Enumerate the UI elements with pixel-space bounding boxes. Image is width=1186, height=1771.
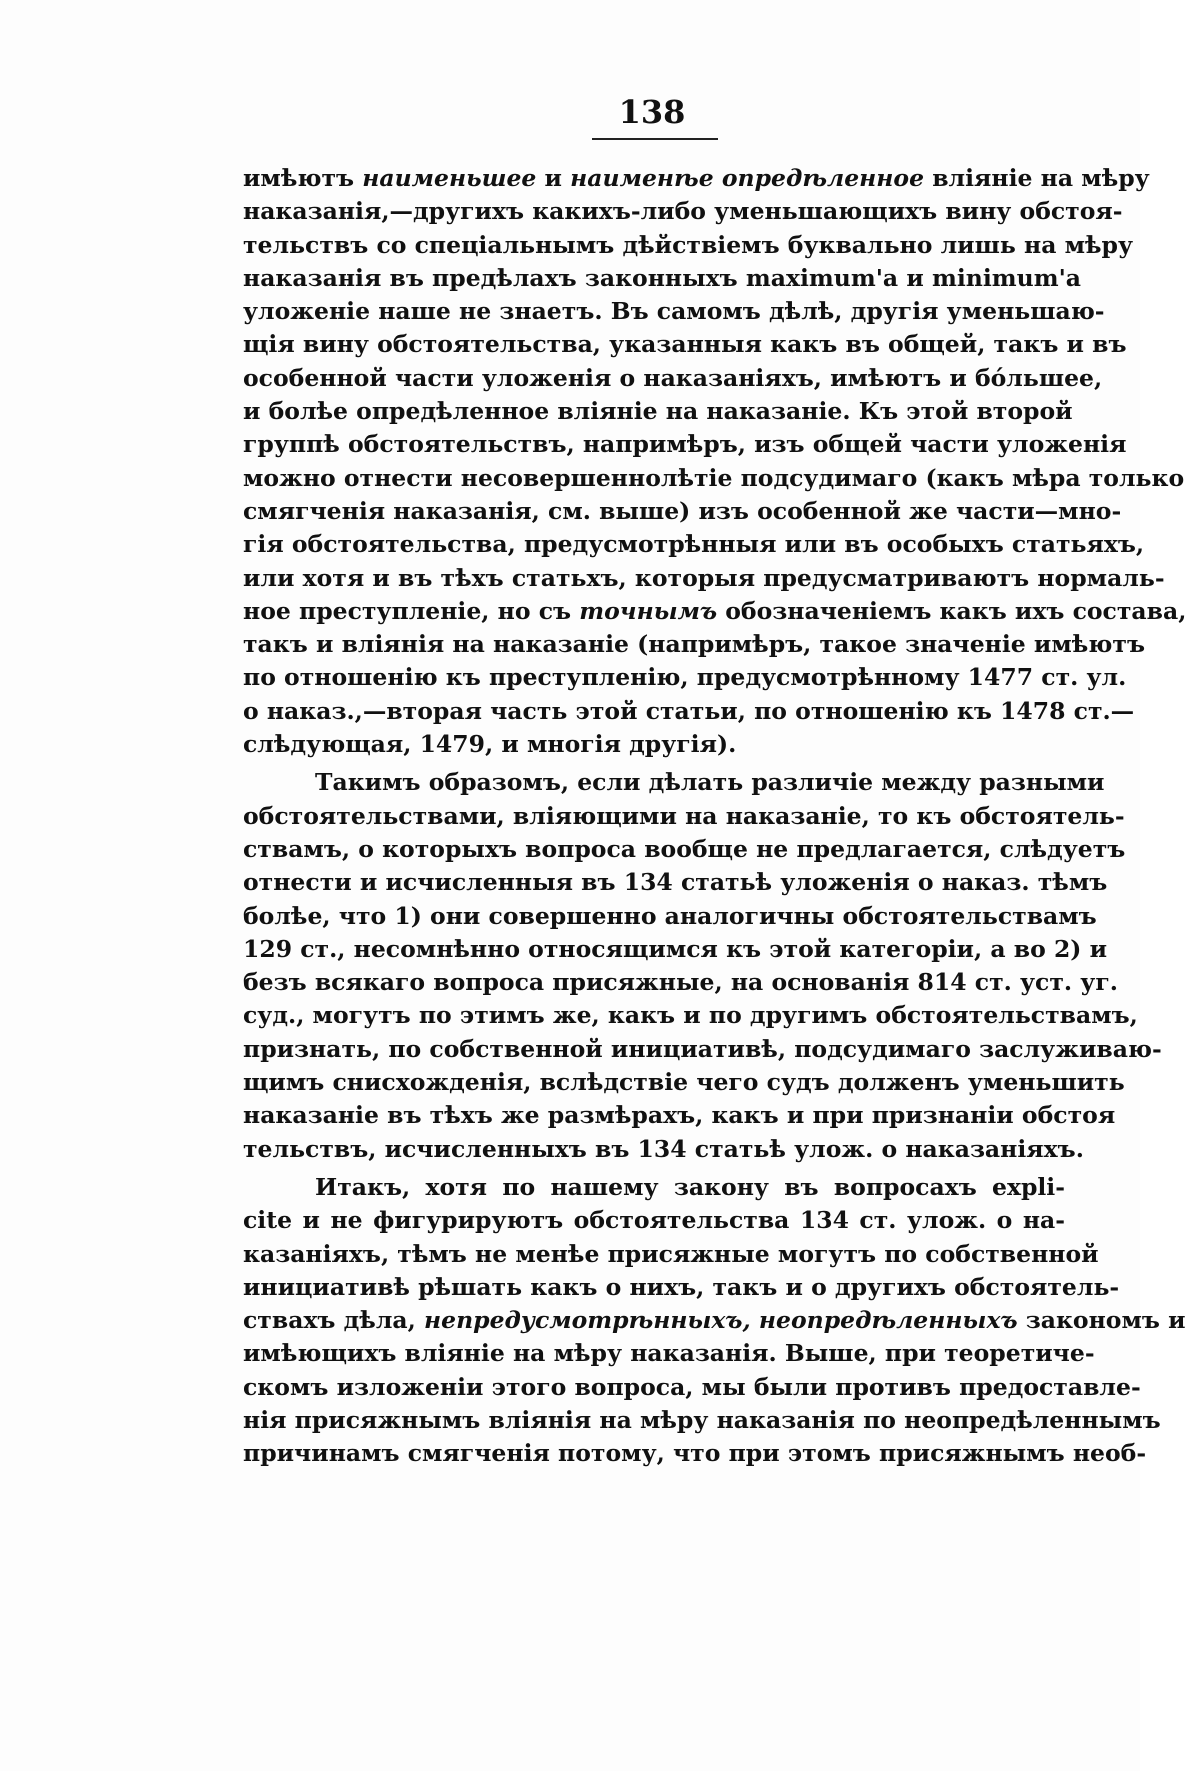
text-line xyxy=(243,1404,1161,1437)
text-line xyxy=(243,966,1118,999)
text-line xyxy=(243,1204,1065,1237)
text-run: безъ всякаго вопроса присяжные, на основанія 814 ст. уст. уг. xyxy=(243,968,1118,997)
text-line xyxy=(243,766,1105,799)
italic-run: точнымъ xyxy=(579,596,718,625)
page-number: 138 xyxy=(618,93,686,131)
text-line xyxy=(243,1238,1099,1271)
text-line xyxy=(243,1171,1065,1204)
text-run: болѣе, что 1) они совершенно аналогичны обстоятельствамъ xyxy=(243,901,1097,930)
text-line xyxy=(243,328,1127,361)
body-text xyxy=(243,162,1186,1471)
text-run: особенной части уложенія о наказаніяхъ, имѣютъ и бóльшее, xyxy=(243,363,1103,392)
text-run: 129 ст., несомнѣнно относящимся къ этой категоріи, а во 2) и xyxy=(243,934,1108,963)
text-line xyxy=(243,1099,1116,1132)
page-number-rule xyxy=(592,138,718,140)
text-line xyxy=(243,1271,1120,1304)
text-line xyxy=(243,162,1150,195)
text-line xyxy=(243,833,1126,866)
text-run: казаніяхъ, тѣмъ не менѣе присяжные могутъ по собственной xyxy=(243,1239,1099,1268)
text-line xyxy=(243,562,1165,595)
text-line xyxy=(243,628,1145,661)
text-line xyxy=(243,1437,1147,1470)
text-line xyxy=(243,800,1125,833)
text-run: и болѣе опредѣленное вліяніе на наказаніе. Къ этой второй xyxy=(243,397,1073,426)
paragraph xyxy=(243,1171,1186,1471)
text-line xyxy=(243,262,1081,295)
text-run: щія вину обстоятельства, указанныя какъ въ общей, такъ и въ xyxy=(243,330,1127,359)
text-line xyxy=(243,933,1108,966)
text-run: Такимъ образомъ, если дѣлать различіе между разными xyxy=(315,768,1105,797)
italic-run: непредусмотрѣнныхъ, неопредѣленныхъ xyxy=(424,1306,1018,1335)
text-run: обозначеніемъ какъ ихъ состава, xyxy=(717,596,1186,625)
text-run: тельствъ, исчисленныхъ въ 134 статьѣ улож. о наказаніяхъ. xyxy=(243,1134,1084,1163)
text-run: имѣютъ xyxy=(243,164,363,192)
text-run: наказаніе въ тѣхъ же размѣрахъ, какъ и при признаніи обстоя xyxy=(243,1101,1116,1130)
text-run: группѣ обстоятельствъ, напримѣръ, изъ общей части уложенія xyxy=(243,430,1127,459)
text-run: и xyxy=(536,164,571,192)
text-run: можно отнести несовершеннолѣтіе подсудимаго (какъ мѣра только xyxy=(243,463,1185,492)
text-run: ствамъ, о которыхъ вопроса вообще не предлагается, слѣдуетъ xyxy=(243,834,1126,863)
text-run: по отношенію къ преступленію, предусмотрѣнному 1477 ст. ул. xyxy=(243,663,1127,692)
text-line xyxy=(243,229,1134,262)
text-line xyxy=(243,1371,1141,1404)
text-run: смягченія наказанія, см. выше) изъ особенной же части—мно- xyxy=(243,496,1122,525)
text-run: щимъ снисхожденія, вслѣдствіе чего судъ долженъ уменьшить xyxy=(243,1068,1125,1097)
text-run: причинамъ смягченія потому, что при этомъ присяжнымъ необ- xyxy=(243,1439,1147,1468)
text-run: или хотя и въ тѣхъ статьхъ, которыя предусматриваютъ нормаль- xyxy=(243,563,1165,592)
text-run: ствахъ дѣла, xyxy=(243,1306,424,1335)
text-run: о наказ.,—вторая часть этой статьи, по отношенію къ 1478 ст.— xyxy=(243,696,1135,725)
text-line xyxy=(243,462,1185,495)
text-run: вліяніе на мѣру xyxy=(924,164,1150,192)
text-line xyxy=(243,1033,1162,1066)
paragraph xyxy=(243,162,1186,761)
text-run: тельствъ со спеціальнымъ дѣйствіемъ буквально лишь на мѣру xyxy=(243,230,1134,259)
text-line xyxy=(243,1133,1084,1166)
text-run: наказанія,—другихъ какихъ-либо уменьшающихъ вину обстоя- xyxy=(243,197,1123,226)
text-run: имѣющихъ вліяніе на мѣру наказанія. Выше, при теоретиче- xyxy=(243,1339,1095,1368)
text-run: инициативѣ рѣшать какъ о нихъ, такъ и о другихъ обстоятель- xyxy=(243,1272,1120,1301)
text-line xyxy=(243,695,1135,728)
text-line xyxy=(243,728,1065,761)
text-run: уложеніе наше не знаетъ. Въ самомъ дѣлѣ, другія уменьшаю- xyxy=(243,297,1105,326)
paragraph xyxy=(243,766,1162,1166)
text-line xyxy=(243,1337,1095,1370)
text-run: обстоятельствами, вліяющими на наказаніе, то къ обстоятель- xyxy=(243,801,1125,830)
text-line xyxy=(243,866,1108,899)
text-line xyxy=(243,195,1123,228)
text-run: закономъ и xyxy=(1017,1306,1186,1335)
text-run: такъ и вліянія на наказаніе (напримѣръ, такое значеніе имѣютъ xyxy=(243,630,1145,659)
text-run: скомъ изложеніи этого вопроса, мы были противъ предоставле- xyxy=(243,1372,1141,1401)
text-line xyxy=(243,528,1145,561)
text-line xyxy=(243,595,1186,628)
italic-run: наименѣе опредѣленное xyxy=(570,164,925,192)
text-run: наказанія въ предѣлахъ законныхъ maximum'а и minimum'а xyxy=(243,263,1081,292)
text-line xyxy=(243,999,1138,1032)
text-line xyxy=(243,428,1127,461)
text-line xyxy=(243,295,1105,328)
text-line xyxy=(243,900,1097,933)
text-run: гія обстоятельства, предусмотрѣнныя или въ особыхъ статьяхъ, xyxy=(243,530,1145,559)
text-run: cite и не фигурируютъ обстоятельства 134 ст. улож. о на- xyxy=(243,1206,1065,1235)
text-run: ное преступленіе, но съ xyxy=(243,596,580,625)
text-run: Итакъ, хотя по нашему закону въ вопросахъ expli- xyxy=(315,1172,1065,1201)
text-line xyxy=(243,1304,1186,1337)
text-run: отнести и исчисленныя въ 134 статьѣ уложенія о наказ. тѣмъ xyxy=(243,868,1108,897)
text-line xyxy=(243,1066,1125,1099)
text-line xyxy=(243,362,1103,395)
text-run: суд., могутъ по этимъ же, какъ и по другимъ обстоятельствамъ, xyxy=(243,1001,1138,1030)
text-run: нія присяжнымъ вліянія на мѣру наказанія по неопредѣленнымъ xyxy=(243,1405,1161,1434)
text-run: слѣдующая, 1479, и многія другія). xyxy=(243,730,737,759)
text-line xyxy=(243,495,1122,528)
text-line xyxy=(243,661,1127,694)
italic-run: наименьшее xyxy=(362,164,537,192)
text-run: признать, по собственной инициативѣ, подсудимаго заслуживаю- xyxy=(243,1034,1162,1063)
text-line xyxy=(243,395,1073,428)
